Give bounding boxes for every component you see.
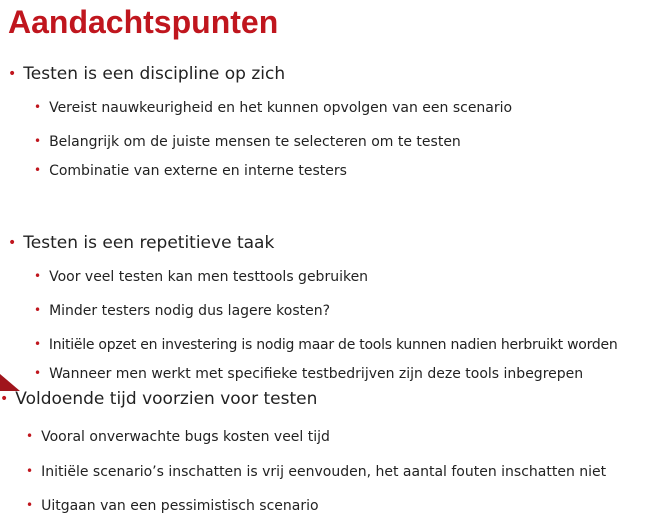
list-item [26,495,319,516]
list-item-text: Initiële opzet en investering is nodig maar de tools kunnen nadien herbruikt worden [48,337,618,353]
list-item [34,131,461,152]
list-item-text: Vooral onverwachte bugs kosten veel tijd [41,429,330,445]
section-2-heading [8,232,274,254]
list-item-text: Vereist nauwkeurigheid en het kunnen opvolgen van een scenario [49,100,513,116]
list-item [34,97,512,118]
list-item [34,300,330,321]
bullet-icon: • [34,337,41,351]
section-3-heading-text: Voldoende tijd voorzien voor testen [15,389,318,409]
list-item-text: Belangrijk om de juiste mensen te selecteren om te testen [49,134,461,150]
bullet-icon: • [34,269,42,283]
section-1-heading-text: Testen is een discipline op zich [23,64,286,84]
bullet-icon: • [34,303,42,317]
list-item-text: Combinatie van externe en interne testers [49,163,347,179]
section-3-heading [0,388,317,410]
bullet-icon: • [34,366,42,380]
list-item [34,160,347,181]
list-item-text: Voor veel testen kan men testtools gebruiken [49,269,369,285]
list-item-text: Initiële scenario’s inschatten is vrij eenvouden, het aantal fouten inschatten niet [41,464,607,480]
list-item-text: Wanneer men werkt met specifieke testbedrijven zijn deze tools inbegrepen [49,366,584,382]
bullet-icon: • [8,66,17,82]
bullet-icon: • [34,163,42,177]
list-item [34,334,618,355]
list-item-text: Uitgaan van een pessimistisch scenario [41,498,319,514]
list-item [26,426,330,447]
bullet-icon: • [26,464,34,478]
bullet-icon: • [0,391,9,407]
bullet-icon: • [26,498,34,512]
bullet-icon: • [8,235,17,251]
section-2-heading-text: Testen is een repetitieve taak [23,233,275,253]
list-item [34,363,583,384]
list-item [34,266,368,287]
bullet-icon: • [34,134,42,148]
list-item [26,461,606,482]
bullet-icon: • [26,429,34,443]
slide-title: Aandachtspunten [8,4,279,40]
section-1-heading [8,63,285,85]
bullet-icon: • [34,100,42,114]
list-item-text: Minder testers nodig dus lagere kosten? [49,303,331,319]
